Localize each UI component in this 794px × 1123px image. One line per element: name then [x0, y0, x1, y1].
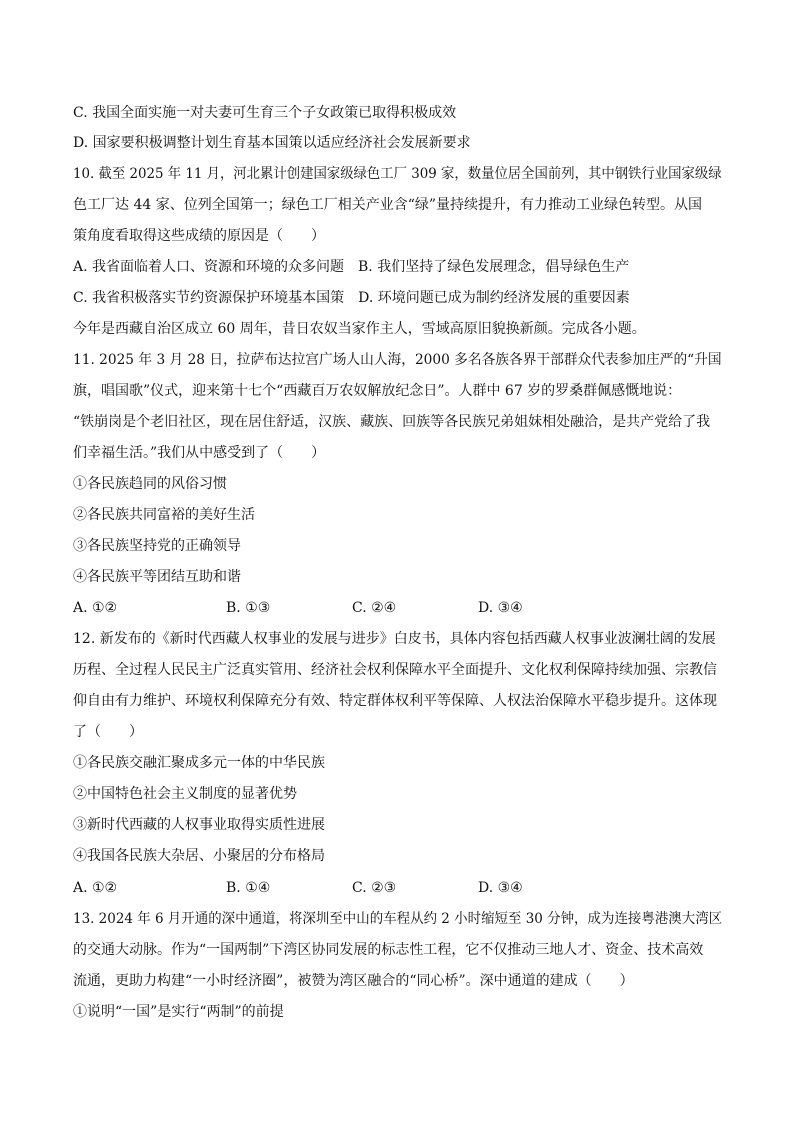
question-12-item-2: ②中国特色社会主义制度的显著优势	[73, 786, 297, 802]
option-d: D. ③④	[478, 600, 523, 616]
section-intro: 今年是西藏自治区成立 60 周年，昔日农奴当家作主人，雪域高原旧貌换新颜。完成各小题。	[73, 321, 646, 337]
question-10-line-1: 10. 截至 2025 年 11 月，河北累计创建国家级绿色工厂 309 家，数量位居全国前列，其中钢铁行业国家级绿	[73, 166, 722, 182]
option-a: A. ①②	[73, 880, 118, 896]
question-13-line-2: 的交通大动脉。作为“一国两制”下湾区协同发展的标志性工程，它不仅推动三地人才、资金、技术高效	[73, 942, 704, 958]
question-11-line-4: 们幸福生活。”我们从中感受到了（ ）	[73, 445, 326, 461]
question-12-item-1: ①各民族交融汇聚成多元一体的中华民族	[73, 755, 325, 771]
question-11-options	[73, 598, 733, 618]
question-12-options	[73, 878, 733, 898]
question-12-line-4: 了（ ）	[73, 724, 143, 740]
question-10-options-ab: A. 我省面临着人口、资源和环境的众多问题 B. 我们坚持了绿色发展理念，倡导绿色生产	[73, 259, 630, 275]
option-a: A. ①②	[73, 600, 118, 616]
question-13-line-3: 流通，更助力构建“一小时经济圈”，被赞为湾区融合的“同心桥”。深中通道的建成（ ）	[73, 973, 634, 989]
question-10-line-3: 策角度看取得这些成绩的原因是（ ）	[73, 228, 325, 244]
question-11-item-1: ①各民族趋同的风俗习惯	[73, 476, 227, 492]
question-11-line-2: 旗，唱国歌”仪式，迎来第十七个“西藏百万农奴解放纪念日”。人群中 67 岁的罗桑群佩感慨地说：	[73, 383, 682, 399]
question-12-item-3: ③新时代西藏的人权事业取得实质性进展	[73, 817, 325, 833]
question-11-item-3: ③各民族坚持党的正确领导	[73, 538, 241, 554]
question-10-line-2: 色工厂达 44 家、位列全国第一；绿色工厂相关产业含“绿”量持续提升，有力推动工业绿色转型。从国	[73, 197, 703, 213]
question-13-line-1: 13. 2024 年 6 月开通的深中通道，将深圳至中山的车程从约 2 小时缩短至 30 分钟，成为连接粤港澳大湾区	[73, 911, 723, 927]
question-11-line-3: “铁崩岗是个老旧社区，现在居住舒适，汉族、藏族、回族等各民族兄弟姐妹相处融洽，是共产党给了我	[73, 414, 711, 430]
question-10-options-cd: C. 我省积极落实节约资源保护环境基本国策 D. 环境问题已成为制约经济发展的重要因素	[73, 290, 630, 306]
option-c: C. ②④	[352, 600, 397, 616]
question-12-line-1: 12. 新发布的《新时代西藏人权事业的发展与进步》白皮书，具体内容包括西藏人权事业波澜壮阔的发展	[73, 631, 716, 647]
option-b: B. ①④	[226, 880, 271, 896]
option-d: D. ③④	[478, 880, 523, 896]
question-12-item-4: ④我国各民族大杂居、小聚居的分布格局	[73, 848, 325, 864]
question-11-line-1: 11. 2025 年 3 月 28 日，拉萨布达拉宫广场人山人海，2000 多名各族各界干部群众代表参加庄严的“升国	[73, 352, 722, 368]
question-11-item-2: ②各民族共同富裕的美好生活	[73, 507, 255, 523]
option-b: B. ①③	[226, 600, 271, 616]
question-11-item-4: ④各民族平等团结互助和谐	[73, 569, 241, 585]
option-c-q9: C. 我国全面实施一对夫妻可生育三个子女政策已取得积极成效	[73, 105, 457, 121]
option-c: C. ②③	[352, 880, 397, 896]
question-13-item-1: ①说明“一国”是实行“两制”的前提	[73, 1004, 284, 1020]
question-12-line-3: 仰自由有力维护、环境权利保障充分有效、特定群体权利平等保障、人权法治保障水平稳步提升。这体现	[73, 693, 717, 709]
question-12-line-2: 历程、全过程人民民主广泛真实管用、经济社会权利保障水平全面提升、文化权利保障持续加强、宗教信	[73, 662, 717, 678]
option-d-q9: D. 国家要积极调整计划生育基本国策以适应经济社会发展新要求	[73, 135, 471, 151]
